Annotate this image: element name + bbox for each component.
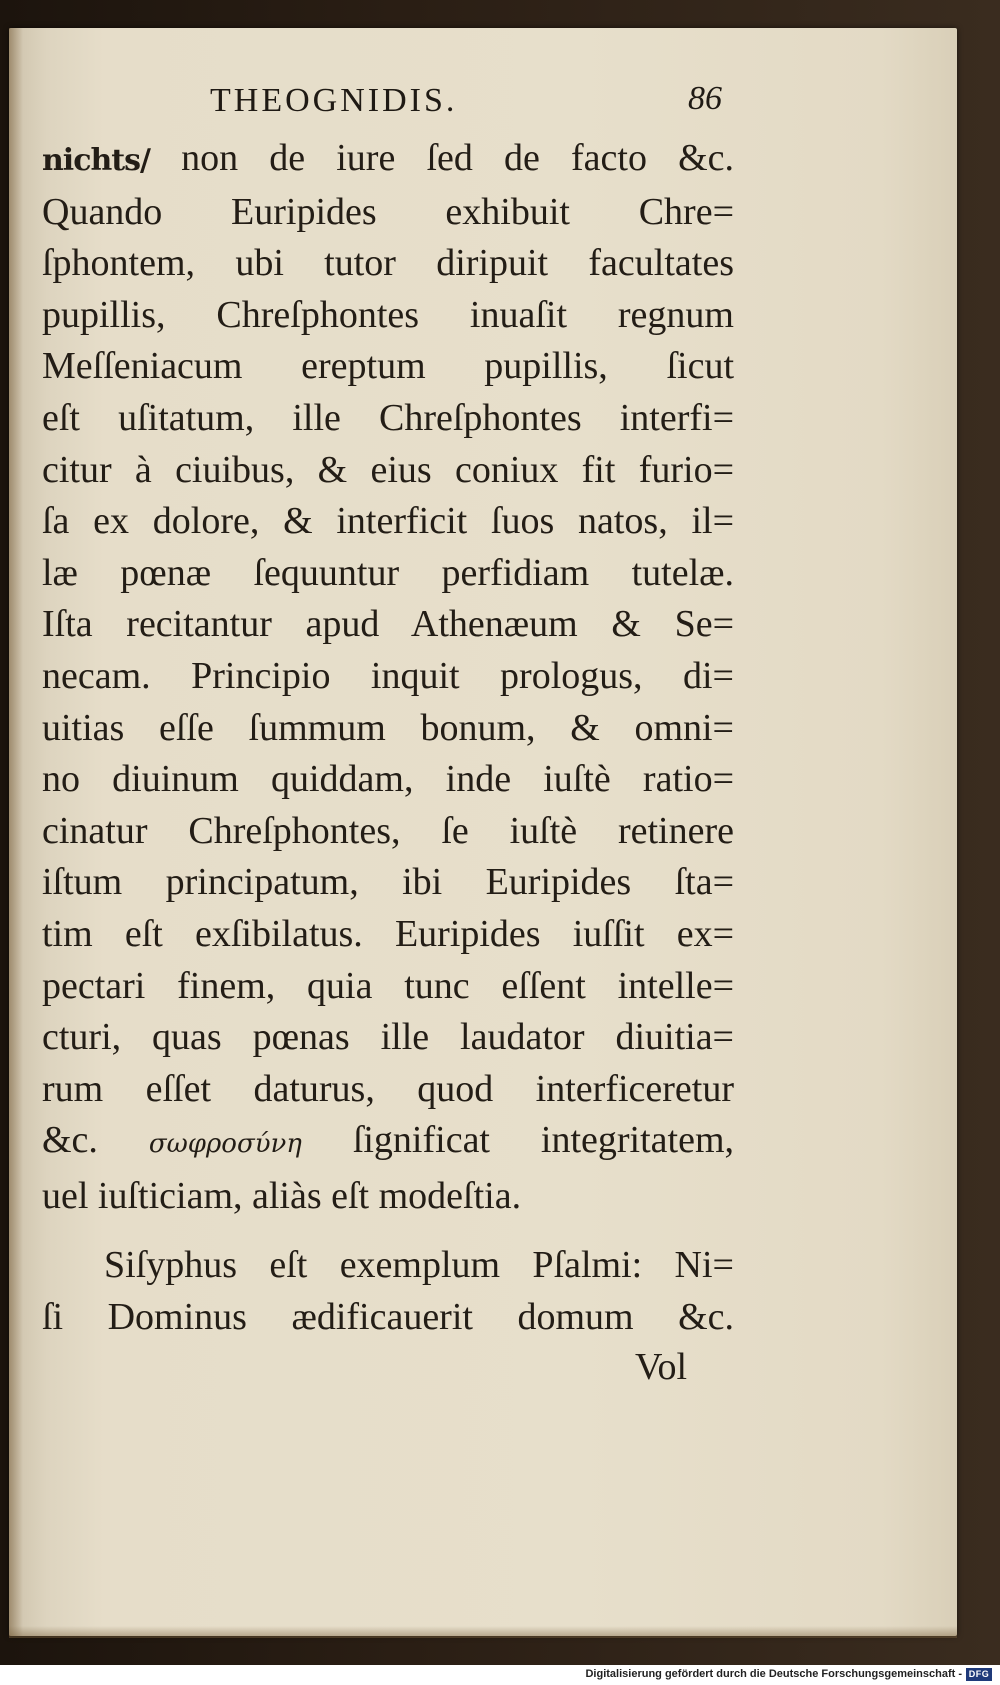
dfg-logo: DFG xyxy=(966,1668,992,1681)
page-number: 86 xyxy=(688,80,722,117)
text-line: iſtum principatum, ibi Euripides ſta= xyxy=(42,861,734,904)
text-line: no diuinum quiddam, inde iuſtè ratio= xyxy=(42,758,734,801)
text-line: pupillis, Chreſphontes inuaſit regnum xyxy=(42,293,734,336)
greek-word: σωφροσύνη xyxy=(148,1129,302,1160)
page-gutter-shadow xyxy=(9,28,23,1636)
text-fragment: ſignificat integritatem, xyxy=(352,1119,735,1162)
text-line: cinatur Chreſphontes, ſe iuſtè retinere xyxy=(42,809,734,852)
text-line: Iſta recitantur apud Athenæum & Se= xyxy=(42,603,734,646)
text-line: ſa ex dolore, & interficit ſuos natos, il= xyxy=(42,500,734,543)
text-line: cturi, quas pœnas ille laudator diuitia= xyxy=(42,1016,734,1059)
text-line: uel iuſticiam, aliàs eſt modeſtia. xyxy=(42,1174,522,1217)
digitization-footer xyxy=(0,1665,1000,1685)
text-line: Meſſeniacum ereptum pupillis, ſicut xyxy=(42,345,734,388)
catchword: Vol xyxy=(635,1346,688,1388)
text-line: Siſyphus eſt exemplum Pſalmi: Ni= xyxy=(104,1244,734,1286)
paragraph-1 xyxy=(42,133,734,1222)
text-line: necam. Principio inquit prologus, di= xyxy=(42,654,734,697)
text-line: læ pœnæ ſequuntur perfidiam tutelæ. xyxy=(42,551,734,594)
text-line: ſphontem, ubi tutor diripuit facultates xyxy=(42,242,734,285)
text-line: uitias eſſe ſummum bonum, & omni= xyxy=(42,706,734,749)
page-bottom-shadow xyxy=(9,1626,957,1638)
text-fragment: non de iure ſed de facto &c. xyxy=(150,137,734,179)
text-line xyxy=(42,133,734,187)
running-head: THEOGNIDIS. xyxy=(210,82,458,119)
text-fragment: &c. xyxy=(42,1119,98,1162)
funding-credit: Digitalisierung gefördert durch die Deutsche Forschungsgemeinschaft - xyxy=(585,1668,962,1680)
text-line: rum eſſet daturus, quod interficeretur xyxy=(42,1067,734,1110)
text-line: Quando Euripides exhibuit Chre= xyxy=(42,190,734,233)
text-line: pectari finem, quia tunc eſſent intelle= xyxy=(42,964,734,1007)
paragraph-2 xyxy=(42,1240,734,1343)
text-line xyxy=(42,1115,734,1171)
text-line: citur à ciuibus, & eius coniux fit furio= xyxy=(42,448,734,491)
text-line: tim eſt exſibilatus. Euripides iuſſit ex= xyxy=(42,912,734,955)
text-line: eſt uſitatum, ille Chreſphontes interfi= xyxy=(42,396,734,439)
text-line: ſi Dominus ædificauerit domum &c. xyxy=(42,1295,734,1338)
blackletter-word: nichts/ xyxy=(42,143,150,178)
